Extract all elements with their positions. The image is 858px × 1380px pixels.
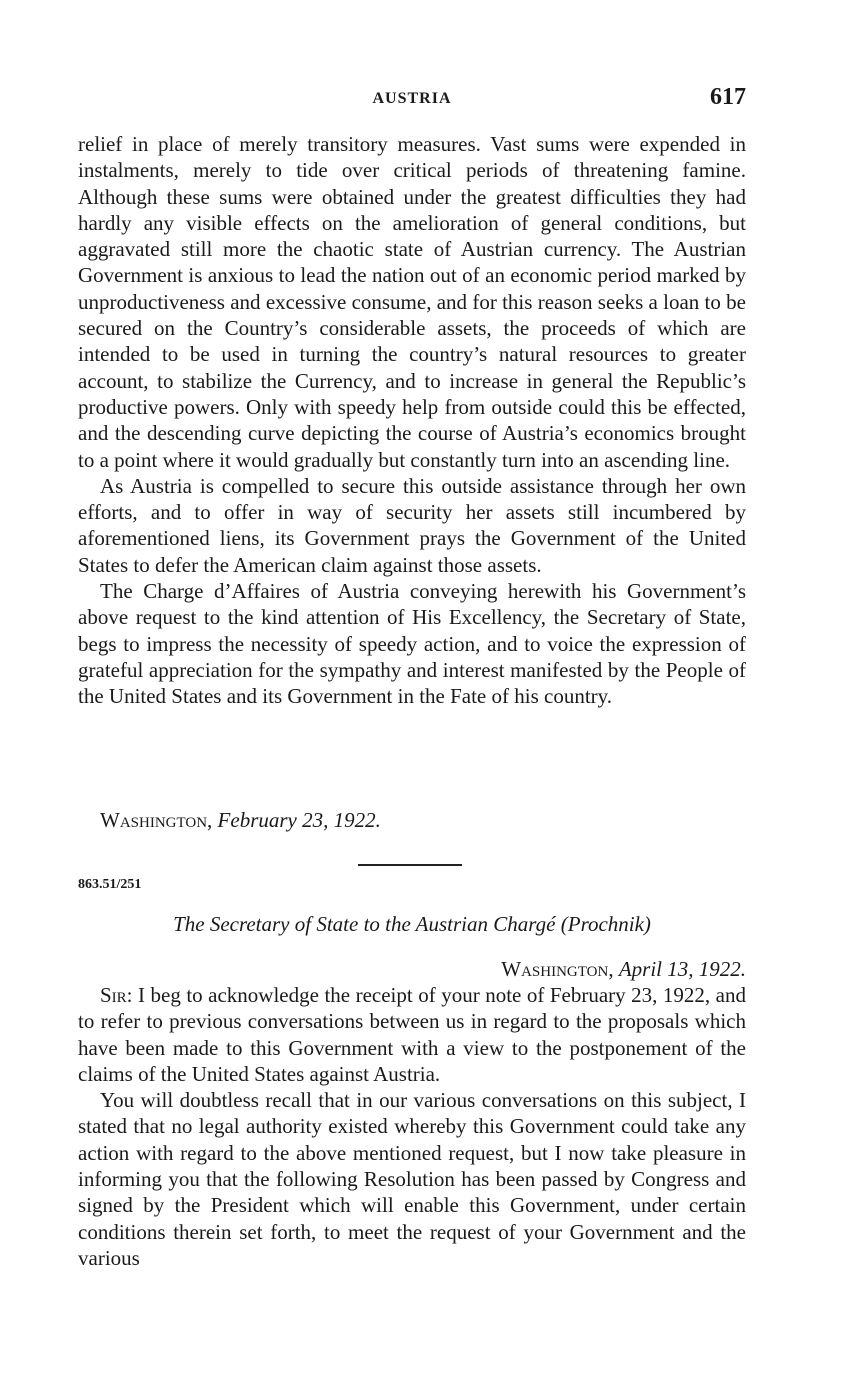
dateline-date: April 13, 1922. (618, 957, 746, 981)
page-header (78, 84, 746, 118)
page-number: 617 (710, 84, 746, 110)
running-head: AUSTRIA (372, 90, 452, 107)
document-title: The Secretary of State to the Austrian Chargé (Prochnik) (173, 912, 651, 936)
signature-date: February 23, 1922. (217, 808, 381, 832)
reply-paragraph-2: You will doubtless recall that in our various conversations on this subject, I stated that no legal authority existed whereby this Government could take any action with regard to the above mentioned request, but I now take pleasure in informing you that the following Resolution has been passed by Congress and signed by the President which will enable this Government, under certain conditions therein set forth, to meet the request of your Government and the various (78, 1088, 746, 1270)
reply-paragraph-1 (78, 982, 746, 1087)
signature-place: Washington, (100, 808, 213, 832)
file-number: 863.51/251 (78, 877, 142, 892)
dateline-place: Washington, (501, 957, 614, 981)
salutation: Sir: (100, 983, 133, 1007)
body-paragraph-3: The Charge d’Affaires of Austria conveying herewith his Government’s above request to the kind attention of His Excellency, the Secretary of State, begs to impress the necessity of speedy action, and to voice the expression of grateful appreciation for the sympathy and interest manifested by the People of the United States and its Government in the Fate of his country. (78, 579, 746, 709)
section-divider (358, 864, 462, 866)
reply-body (78, 982, 746, 1271)
signature-line (100, 808, 381, 833)
body-paragraph-1: relief in place of merely transitory measures. Vast sums were expended in instalments, merely to tide over critical periods of threatening famine. Although these sums were obtained under the greatest difficulties they had hardly any visible effects on the amelioration of general conditions, but aggravated still more the chaotic state of Austrian currency. The Austrian Government is anxious to lead the nation out of an economic period marked by unproductiveness and excessive consume, and for this reason seeks a loan to be secured on the Country’s considerable assets, the proceeds of which are intended to be used in turning the country’s natural resources to greater account, to stabilize the Currency, and to increase in general the Republic’s productive powers. Only with speedy help from outside could this be effected, and the descending curve depicting the course of Austria’s economics brought to a point where it would gradually but constantly turn into an ascending line. (78, 132, 746, 472)
dateline (501, 957, 746, 982)
letter-body (78, 131, 746, 710)
reply-paragraph-1-text: I beg to acknowledge the receipt of your note of February 23, 1922, and to refer to previous conversations between us in regard to the proposals which have been made to this Government with a view to the postponement of the claims of the United States against Austria. (78, 983, 746, 1086)
body-paragraph-2: As Austria is compelled to secure this outside assistance through her own efforts, and to offer in way of security her assets still incumbered by aforementioned liens, its Government prays the Government of the United States to defer the American claim against those assets. (78, 473, 746, 577)
